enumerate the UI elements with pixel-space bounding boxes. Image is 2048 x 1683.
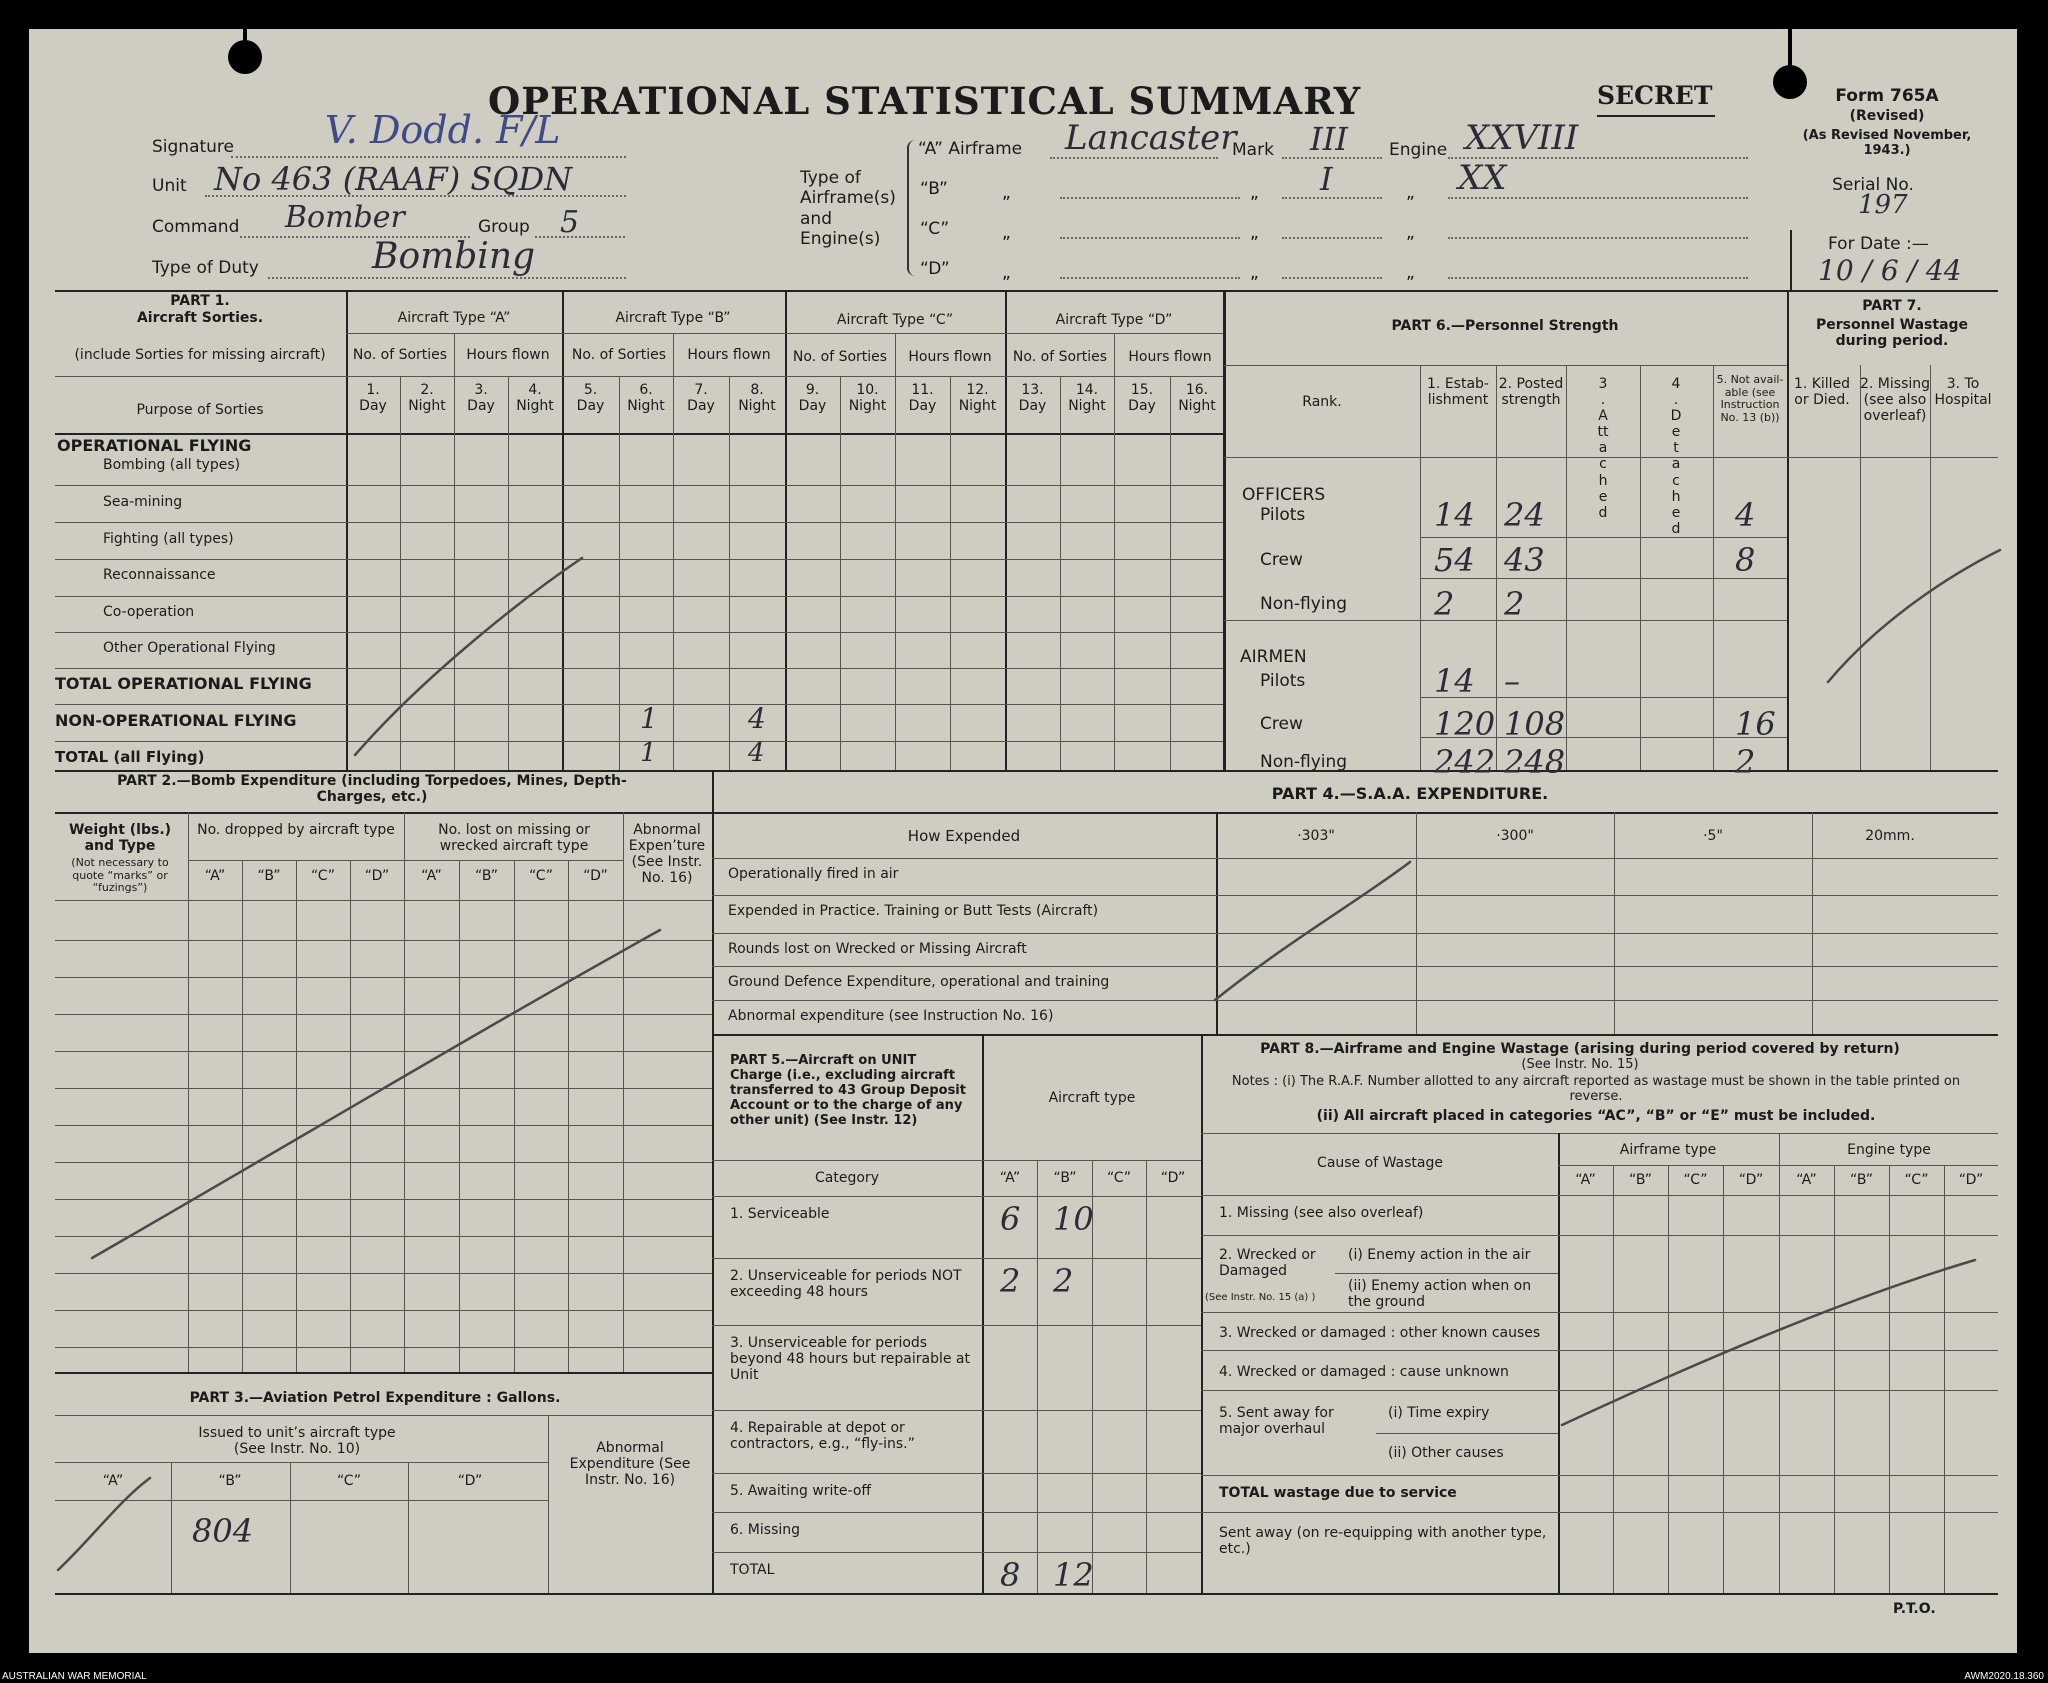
ditto-mark: „ bbox=[1250, 183, 1259, 203]
p5-d: “D” bbox=[1160, 1170, 1186, 1186]
stroke-part4 bbox=[1215, 862, 1410, 1000]
part8-title: PART 8.—Airframe and Engine Wastage (arising during period covered by return) bbox=[1260, 1041, 1900, 1057]
category-row-label: 4. Repairable at depot or contractors, e.g., “fly-ins.” bbox=[730, 1420, 915, 1453]
unit-value: No 463 (RAAF) SQDN bbox=[214, 160, 573, 198]
wastage-row-label: Sent away (on re-equipping with another type, etc.) bbox=[1219, 1525, 1547, 1558]
part1-col-header: 14. Night bbox=[1068, 382, 1106, 415]
wastage-row-label: 2. Wrecked or Damaged bbox=[1219, 1247, 1316, 1280]
part4-title: PART 4.—S.A.A. EXPENDITURE. bbox=[1271, 784, 1549, 803]
cal-300: ·300" bbox=[1496, 828, 1534, 844]
attached-header: 3. Attached bbox=[1597, 376, 1609, 521]
cause-header: Cause of Wastage bbox=[1317, 1155, 1443, 1171]
row-total-operational: TOTAL OPERATIONAL FLYING bbox=[55, 674, 312, 693]
type-d-header: Aircraft Type “D” bbox=[1055, 312, 1173, 328]
engine-b-value: XX bbox=[1458, 158, 1507, 198]
part2-title: PART 2.—Bomb Expenditure (including Torpedoes, Mines, Depth-Charges, etc.) bbox=[117, 773, 627, 806]
posted-strength-value: 248 bbox=[1504, 743, 1566, 781]
airframe-type-header: Airframe type bbox=[1619, 1142, 1717, 1158]
row-c-label: “C” bbox=[920, 219, 950, 239]
posted-strength-value: 24 bbox=[1504, 496, 1545, 534]
bomb-type-letter: “D” bbox=[583, 868, 608, 884]
part7-subtitle: Personnel Wastage during period. bbox=[1815, 317, 1969, 350]
wastage-type-letter: “C” bbox=[1683, 1172, 1708, 1188]
category-row-label: 5. Awaiting write-off bbox=[730, 1483, 872, 1499]
bomb-type-letter: “D” bbox=[364, 868, 390, 884]
establishment-value: 2 bbox=[1434, 585, 1455, 623]
weight-header: Weight (lbs.) and Type bbox=[68, 822, 172, 855]
wastage-row-label: 5. Sent away for major overhaul bbox=[1219, 1405, 1334, 1438]
aircraft-a-count: 8 bbox=[1000, 1556, 1021, 1594]
bomb-type-letter: “B” bbox=[475, 868, 498, 884]
cal-5: ·5" bbox=[1703, 828, 1723, 844]
establishment-value: 14 bbox=[1434, 496, 1475, 534]
hours-sub: Hours flown bbox=[908, 349, 992, 365]
row-reconnaissance: Reconnaissance bbox=[103, 567, 216, 583]
how-expended-header: How Expended bbox=[907, 827, 1021, 845]
non-op-b-sorties: 1 bbox=[640, 702, 658, 735]
part5-title: PART 5.—Aircraft on UNIT Charge (i.e., excluding aircraft transferred to 43 Group Deposit Account or to the charge of any other unit) (See Instr. 12) bbox=[730, 1053, 966, 1128]
saa-row-label: Rounds lost on Wrecked or Missing Aircraft bbox=[728, 941, 1027, 957]
row-co-operation: Co-operation bbox=[103, 604, 195, 620]
unit-label: Unit bbox=[152, 176, 187, 196]
bomb-type-letter: “C” bbox=[310, 868, 336, 884]
engine-label: Engine bbox=[1389, 140, 1448, 160]
sorties-sub: No. of Sorties bbox=[352, 347, 448, 363]
wastage-type-letter: “A” bbox=[1575, 1172, 1596, 1188]
wastage-row-label: (i) Enemy action in the air bbox=[1348, 1247, 1531, 1263]
stroke-part7 bbox=[1828, 550, 2000, 682]
part7-title: PART 7. bbox=[1862, 298, 1922, 314]
wastage-row-label: 1. Missing (see also overleaf) bbox=[1219, 1205, 1424, 1221]
airmen-heading: AIRMEN bbox=[1240, 647, 1307, 667]
ditto-mark: „ bbox=[1250, 223, 1259, 243]
part1-col-header: 15. Day bbox=[1128, 382, 1156, 415]
duty-value: Bombing bbox=[372, 236, 536, 277]
wastage-row-label: 4. Wrecked or damaged : cause unknown bbox=[1219, 1364, 1509, 1380]
secret-label: SECRET bbox=[1597, 81, 1713, 110]
form-number: Form 765A bbox=[1835, 86, 1939, 106]
wastage-type-letter: “D” bbox=[1958, 1172, 1984, 1188]
not-available-value: 8 bbox=[1735, 541, 1756, 579]
posted-header: 2. Posted strength bbox=[1498, 376, 1564, 409]
part8-notes-1: Notes : (i) The R.A.F. Number allotted to any aircraft reported as wastage must be shown in the table printed on reverse. bbox=[1231, 1074, 1961, 1104]
airframe-a-value: Lancaster bbox=[1065, 118, 1237, 158]
total-b-sorties: 1 bbox=[640, 738, 657, 768]
category-row-label: 6. Missing bbox=[730, 1522, 801, 1538]
bomb-type-letter: “B” bbox=[257, 868, 281, 884]
type-a-header: Aircraft Type “A” bbox=[397, 310, 511, 326]
petrol-b: “B” bbox=[218, 1473, 242, 1489]
aircraft-b-count: 2 bbox=[1053, 1262, 1074, 1300]
abnormal-petrol-header: Abnormal Expenditure (See Instr. No. 16) bbox=[569, 1440, 691, 1489]
saa-row-label: Operationally fired in air bbox=[728, 866, 899, 882]
form-revised: (Revised) bbox=[1849, 108, 1925, 124]
serial-value: 197 bbox=[1858, 190, 1908, 220]
row-sea-mining: Sea-mining bbox=[103, 494, 183, 510]
hours-sub: Hours flown bbox=[687, 347, 771, 363]
type-label: Type of Airframe(s) and Engine(s) bbox=[800, 168, 896, 250]
wastage-type-letter: “D” bbox=[1738, 1172, 1764, 1188]
row-other-operational: Other Operational Flying bbox=[103, 640, 276, 656]
footer-left: AUSTRALIAN WAR MEMORIAL bbox=[2, 1671, 147, 1682]
part1-col-header: 7. Day bbox=[687, 382, 715, 415]
not-available-value: 16 bbox=[1735, 705, 1776, 743]
part8-instr: (See Instr. No. 15) bbox=[1521, 1057, 1639, 1072]
category-row-label: 2. Unserviceable for periods NOT exceeding 48 hours bbox=[730, 1268, 962, 1301]
ditto-mark: „ bbox=[1406, 223, 1415, 243]
killed-header: 1. Killed or Died. bbox=[1793, 376, 1851, 409]
not-available-value: 4 bbox=[1735, 496, 1756, 534]
form-title: OPERATIONAL STATISTICAL SUMMARY bbox=[488, 79, 1362, 123]
missing-header: 2. Missing (see also overleaf) bbox=[1860, 376, 1931, 425]
aircraft-b-count: 10 bbox=[1053, 1200, 1094, 1238]
total-b-hours: 4 bbox=[748, 738, 765, 768]
part1-col-header: 13. Day bbox=[1018, 382, 1047, 415]
rank-row-label: Crew bbox=[1260, 550, 1303, 570]
part1-col-header: 8. Night bbox=[738, 382, 776, 415]
for-date-value: 10 / 6 / 44 bbox=[1818, 254, 1962, 287]
part1-note: (include Sorties for missing aircraft) bbox=[74, 347, 326, 363]
ditto-mark: „ bbox=[1002, 223, 1011, 243]
row-bombing: Bombing (all types) bbox=[103, 457, 241, 473]
aircraft-a-count: 6 bbox=[1000, 1200, 1021, 1238]
part1-subtitle: Aircraft Sorties. bbox=[136, 310, 264, 326]
part5-aircraft-type: Aircraft type bbox=[1048, 1090, 1136, 1106]
part1-col-header: 6. Night bbox=[627, 382, 665, 415]
hours-sub: Hours flown bbox=[466, 347, 550, 363]
lost-header: No. lost on missing or wrecked aircraft type bbox=[438, 822, 590, 855]
part1-col-header: 4. Night bbox=[516, 382, 554, 415]
petrol-a: “A” bbox=[102, 1473, 124, 1489]
engine-a-value: XXVIII bbox=[1465, 118, 1579, 158]
part3-title: PART 3.—Aviation Petrol Expenditure : Gallons. bbox=[189, 1390, 561, 1406]
stroke-part1 bbox=[355, 558, 582, 755]
rank-row-label: Non-flying bbox=[1260, 594, 1348, 614]
rank-row-label: Non-flying bbox=[1260, 752, 1348, 772]
aircraft-b-count: 12 bbox=[1053, 1556, 1094, 1594]
ditto-mark: „ bbox=[1406, 263, 1415, 283]
rank-row-label: Pilots bbox=[1260, 505, 1306, 525]
category-row-label: 1. Serviceable bbox=[730, 1206, 830, 1222]
pto-label: P.T.O. bbox=[1893, 1601, 1936, 1617]
abnormal-header: Abnormal Expen’ture (See Instr. No. 16) bbox=[628, 822, 706, 887]
wastage-type-letter: “B” bbox=[1629, 1172, 1652, 1188]
sorties-sub: No. of Sorties bbox=[1012, 349, 1108, 365]
row-b-label: “B” bbox=[920, 179, 948, 199]
see-instr-15a: (See Instr. No. 15 (a) ) bbox=[1205, 1292, 1316, 1303]
row-d-label: “D” bbox=[920, 259, 950, 279]
part1-col-header: 10. Night bbox=[848, 382, 887, 415]
wastage-type-letter: “C” bbox=[1904, 1172, 1929, 1188]
engine-type-header: Engine type bbox=[1847, 1142, 1931, 1158]
type-c-header: Aircraft Type “C” bbox=[836, 312, 954, 328]
cal-20mm: 20mm. bbox=[1865, 828, 1915, 844]
serial-label: Serial No. bbox=[1832, 175, 1914, 195]
part1-col-header: 5. Day bbox=[576, 382, 605, 415]
hospital-header: 3. To Hospital bbox=[1934, 376, 1992, 409]
ditto-mark: „ bbox=[1250, 263, 1259, 283]
ditto-mark: „ bbox=[1002, 263, 1011, 283]
petrol-c: “C” bbox=[336, 1473, 362, 1489]
posted-strength-value: – bbox=[1504, 662, 1520, 700]
row-fighting: Fighting (all types) bbox=[103, 531, 234, 547]
wastage-row-label: 3. Wrecked or damaged : other known causes bbox=[1219, 1325, 1541, 1341]
wastage-row-label: (ii) Enemy action when on the ground bbox=[1348, 1278, 1532, 1311]
rank-header: Rank. bbox=[1302, 394, 1342, 410]
p5-a: “A” bbox=[999, 1170, 1021, 1186]
stroke-part2 bbox=[92, 930, 660, 1258]
posted-strength-value: 2 bbox=[1504, 585, 1525, 623]
signature-label: Signature bbox=[152, 137, 235, 157]
weight-note: (Not necessary to quote “marks” or “fuzings”) bbox=[71, 856, 169, 895]
officers-heading: OFFICERS bbox=[1242, 485, 1326, 505]
category-row-label: TOTAL bbox=[730, 1562, 775, 1578]
duty-label: Type of Duty bbox=[152, 258, 259, 278]
non-op-b-hours: 4 bbox=[748, 702, 766, 735]
dropped-header: No. dropped by aircraft type bbox=[197, 822, 395, 838]
mark-label: Mark bbox=[1232, 140, 1274, 160]
hours-sub: Hours flown bbox=[1128, 349, 1212, 365]
stroke-part8 bbox=[1562, 1260, 1975, 1425]
part1-col-header: 12. Night bbox=[958, 382, 997, 415]
ditto-mark: „ bbox=[1002, 183, 1011, 203]
part1-col-header: 2. Night bbox=[408, 382, 446, 415]
group-label: Group bbox=[478, 217, 530, 237]
mark-a-value: III bbox=[1310, 120, 1348, 158]
part1-col-header: 16. Night bbox=[1178, 382, 1216, 415]
p5-c: “C” bbox=[1106, 1170, 1132, 1186]
footer-right: AWM2020.18.360 bbox=[1964, 1671, 2044, 1682]
row-non-operational: NON-OPERATIONAL FLYING bbox=[55, 711, 297, 730]
purpose-header: Purpose of Sorties bbox=[136, 402, 264, 418]
rank-row-label: Crew bbox=[1260, 714, 1303, 734]
p5-b: “B” bbox=[1053, 1170, 1077, 1186]
sorties-sub: No. of Sorties bbox=[571, 347, 667, 363]
stroke-part3 bbox=[58, 1478, 150, 1570]
operational-flying-heading: OPERATIONAL FLYING bbox=[57, 436, 252, 455]
sorties-sub: No. of Sorties bbox=[792, 349, 888, 365]
wastage-row-label: TOTAL wastage due to service bbox=[1219, 1485, 1457, 1501]
not-available-value: 2 bbox=[1735, 743, 1756, 781]
group-value: 5 bbox=[560, 205, 580, 240]
issued-header: Issued to unit’s aircraft type (See Instr. No. 10) bbox=[198, 1425, 396, 1458]
part1-col-header: 1. Day bbox=[359, 382, 387, 415]
bomb-type-letter: “A” bbox=[421, 868, 442, 884]
part6-title: PART 6.—Personnel Strength bbox=[1391, 318, 1619, 334]
saa-row-label: Abnormal expenditure (see Instruction No. 16) bbox=[728, 1008, 1054, 1024]
part1-col-header: 3. Day bbox=[467, 382, 495, 415]
mark-b-value: I bbox=[1320, 160, 1333, 198]
wastage-type-letter: “B” bbox=[1850, 1172, 1873, 1188]
petrol-d: “D” bbox=[457, 1473, 483, 1489]
saa-row-label: Expended in Practice. Training or Butt Tests (Aircraft) bbox=[728, 903, 1099, 919]
airframe-a-label: “A” Airframe bbox=[918, 139, 1023, 159]
rank-row-label: Pilots bbox=[1260, 671, 1306, 691]
wastage-type-letter: “A” bbox=[1796, 1172, 1817, 1188]
posted-strength-value: 43 bbox=[1504, 541, 1545, 579]
not-available-header: 5. Not avail- able (see Instruction No. 13 (b)) bbox=[1716, 373, 1784, 424]
establishment-value: 14 bbox=[1434, 662, 1475, 700]
row-total-all: TOTAL (all Flying) bbox=[55, 748, 205, 766]
category-row-label: 3. Unserviceable for periods beyond 48 hours but repairable at Unit bbox=[730, 1335, 970, 1384]
bomb-type-letter: “A” bbox=[204, 868, 226, 884]
cal-303: ·303" bbox=[1297, 828, 1335, 844]
estab-header: 1. Estab- lishment bbox=[1427, 376, 1489, 409]
posted-strength-value: 108 bbox=[1504, 705, 1566, 743]
establishment-value: 120 bbox=[1434, 705, 1496, 743]
category-header: Category bbox=[815, 1170, 879, 1186]
signature-value: V. Dodd. F/L bbox=[325, 108, 561, 152]
as-revised: (As Revised November, 1943.) bbox=[1802, 128, 1972, 158]
for-date-label: For Date :— bbox=[1828, 234, 1929, 254]
petrol-b-value: 804 bbox=[192, 1512, 254, 1550]
ditto-mark: „ bbox=[1406, 183, 1415, 203]
part8-notes-2: (ii) All aircraft placed in categories “AC”, “B” or “E” must be included. bbox=[1316, 1108, 1876, 1124]
wastage-row-label: (ii) Other causes bbox=[1388, 1445, 1504, 1461]
establishment-value: 242 bbox=[1434, 743, 1496, 781]
wastage-row-label: (i) Time expiry bbox=[1388, 1405, 1490, 1421]
establishment-value: 54 bbox=[1434, 541, 1475, 579]
aircraft-a-count: 2 bbox=[1000, 1262, 1021, 1300]
bomb-type-letter: “C” bbox=[528, 868, 554, 884]
detached-header: 4. Detached bbox=[1670, 376, 1682, 537]
part1-title: PART 1. bbox=[170, 293, 230, 309]
part1-col-header: 11. Day bbox=[908, 382, 937, 415]
saa-row-label: Ground Defence Expenditure, operational and training bbox=[728, 974, 1110, 990]
command-value: Bomber bbox=[285, 200, 405, 235]
command-label: Command bbox=[152, 217, 240, 237]
part1-col-header: 9. Day bbox=[798, 382, 827, 415]
type-b-header: Aircraft Type “B” bbox=[615, 310, 731, 326]
